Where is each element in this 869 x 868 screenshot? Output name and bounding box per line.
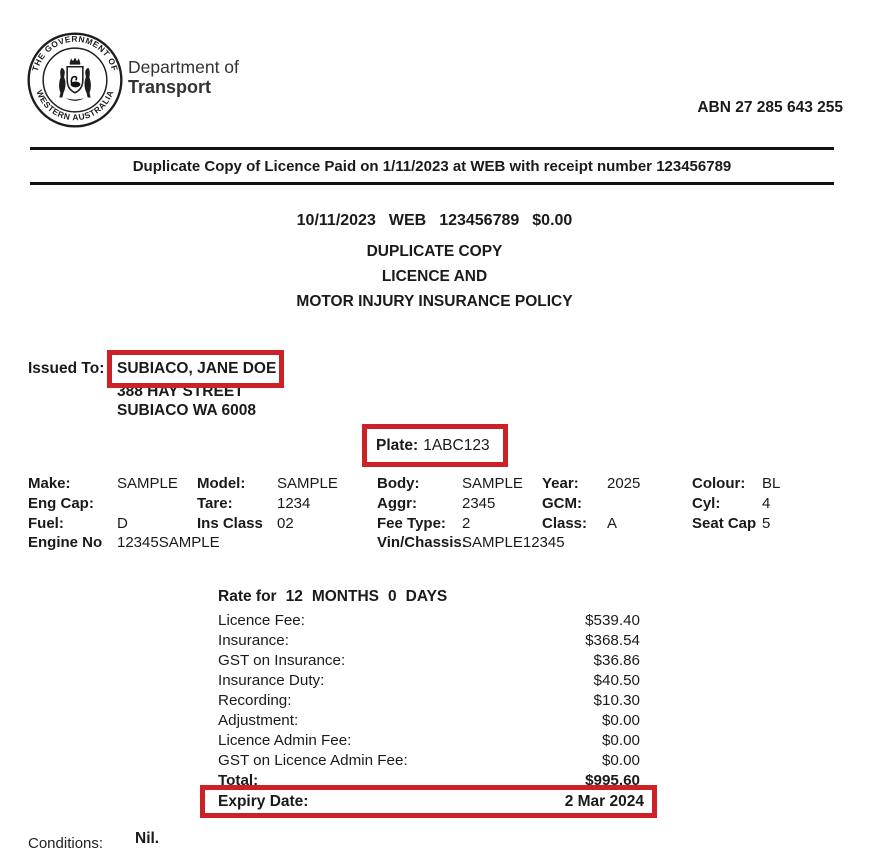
fee-label: Licence Admin Fee: (218, 732, 352, 749)
veh-label: Aggr: (377, 494, 417, 512)
veh-label: Tare: (197, 494, 233, 512)
fee-row (218, 672, 640, 692)
fee-table (218, 612, 640, 792)
fee-row (218, 752, 640, 772)
fee-row (218, 692, 640, 712)
veh-label: Colour: (692, 475, 746, 492)
veh-label: GCM: (542, 494, 582, 512)
veh-label: Body: (377, 475, 420, 492)
veh-value (117, 494, 197, 514)
receipt-summary-line (0, 212, 869, 230)
fee-amount: $0.00 (601, 752, 640, 769)
fee-row (218, 652, 640, 672)
veh-label: Make: (28, 475, 71, 492)
expiry-date-highlight-box (200, 785, 657, 818)
fee-amount: $0.00 (601, 712, 640, 729)
veh-value (607, 533, 692, 553)
conditions-value: Nil. (135, 830, 160, 847)
issued-name-highlight-box (107, 350, 284, 388)
fee-label: Insurance Duty: (218, 672, 325, 689)
fee-label: GST on Licence Admin Fee: (218, 752, 408, 769)
veh-value: 02 (277, 514, 294, 532)
title-duplicate-copy: DUPLICATE COPY (366, 243, 503, 260)
address-line-1: 388 HAY STREET (117, 383, 244, 400)
veh-value: 2 (462, 514, 471, 532)
veh-value: 12345SAMPLE (117, 534, 220, 552)
veh-value: D (117, 514, 128, 532)
veh-label: Fee Type: (377, 514, 446, 532)
vehicle-details-grid (28, 474, 843, 553)
wa-government-crest-icon (26, 31, 124, 129)
rate-months-value: 12 (285, 588, 303, 605)
veh-label: Cyl: (692, 494, 721, 512)
crest-bottom-text: WESTERN AUSTRALIA (34, 88, 116, 123)
expiry-date-value: 2 Mar 2024 (564, 792, 644, 810)
veh-value: BL (762, 475, 781, 492)
plate-highlight-box (362, 424, 508, 467)
fee-amount: $10.30 (593, 692, 640, 709)
title-licence-and: LICENCE AND (381, 268, 488, 286)
issued-to-label: Issued To: (28, 360, 105, 377)
veh-value: A (607, 514, 618, 532)
fee-amount: $368.54 (585, 632, 640, 649)
veh-value: 2025 (607, 475, 641, 492)
veh-label: Seat Cap (692, 514, 757, 532)
fee-total-amount: $995.60 (585, 772, 640, 789)
abn-number: ABN 27 285 643 255 (697, 99, 843, 116)
veh-value: SAMPLE (277, 475, 338, 492)
crest-top-text: THE GOVERNMENT OF (29, 33, 121, 73)
fee-label: Insurance: (218, 632, 289, 649)
fee-row (218, 712, 640, 732)
fee-row (218, 632, 640, 652)
conditions-label: Conditions: (28, 835, 104, 852)
veh-value: 1234 (277, 494, 311, 512)
duplicate-copy-banner: Duplicate Copy of Licence Paid on 1/11/2023 at WEB with receipt number 123456789 (30, 147, 834, 185)
fee-amount: $0.00 (601, 732, 640, 749)
veh-value: SAMPLE (462, 475, 523, 492)
veh-value (607, 494, 692, 514)
department-name (128, 57, 239, 98)
veh-value (277, 533, 377, 553)
fee-label: Licence Fee: (218, 612, 305, 629)
address-line-2: SUBIACO WA 6008 (117, 402, 256, 419)
rate-period-heading (218, 588, 447, 606)
document-title-block (0, 243, 869, 319)
veh-label: Vin/Chassis: (377, 534, 467, 552)
veh-label: Engine No (28, 534, 103, 552)
veh-label (692, 533, 762, 553)
fee-label: Recording: (218, 692, 292, 709)
fee-row (218, 732, 640, 752)
rate-prefix: Rate for (218, 588, 277, 605)
veh-label (542, 533, 607, 553)
rate-months-label: MONTHS (311, 588, 379, 605)
veh-label: Class: (542, 514, 588, 532)
veh-label: Model: (197, 475, 246, 492)
veh-value: 4 (762, 494, 771, 512)
department-line1: Department of (128, 57, 239, 77)
fee-amount: $539.40 (585, 612, 640, 629)
receipt-number: 123456789 (439, 212, 520, 229)
veh-value (762, 533, 843, 553)
fee-total-label: Total: (218, 772, 259, 789)
plate-label: Plate: (376, 436, 419, 454)
rate-days-value: 0 (388, 588, 397, 605)
veh-label: Year: (542, 475, 579, 492)
title-motor-injury-insurance-policy: MOTOR INJURY INSURANCE POLICY (296, 293, 573, 311)
receipt-channel: WEB (388, 212, 427, 229)
veh-value: SAMPLE (117, 475, 178, 492)
fee-label: GST on Insurance: (218, 652, 346, 669)
veh-value: SAMPLE12345 (462, 534, 565, 552)
veh-value: 5 (762, 514, 771, 532)
plate-value: 1ABC123 (423, 436, 490, 454)
veh-value: 2345 (462, 494, 496, 512)
issued-name: SUBIACO, JANE DOE (117, 360, 277, 377)
department-line2: Transport (128, 77, 212, 97)
veh-label: Ins Class (197, 514, 263, 532)
expiry-date-label: Expiry Date: (218, 792, 309, 810)
veh-label: Eng Cap: (28, 494, 94, 512)
receipt-amount: $0.00 (532, 212, 573, 229)
fee-amount: $36.86 (593, 652, 640, 669)
receipt-date: 10/11/2023 (296, 212, 376, 229)
veh-label (197, 533, 277, 553)
fee-label: Adjustment: (218, 712, 299, 729)
veh-label: Fuel: (28, 514, 64, 532)
fee-row (218, 612, 640, 632)
fee-amount: $40.50 (593, 672, 640, 689)
rate-days-label: DAYS (405, 588, 448, 605)
